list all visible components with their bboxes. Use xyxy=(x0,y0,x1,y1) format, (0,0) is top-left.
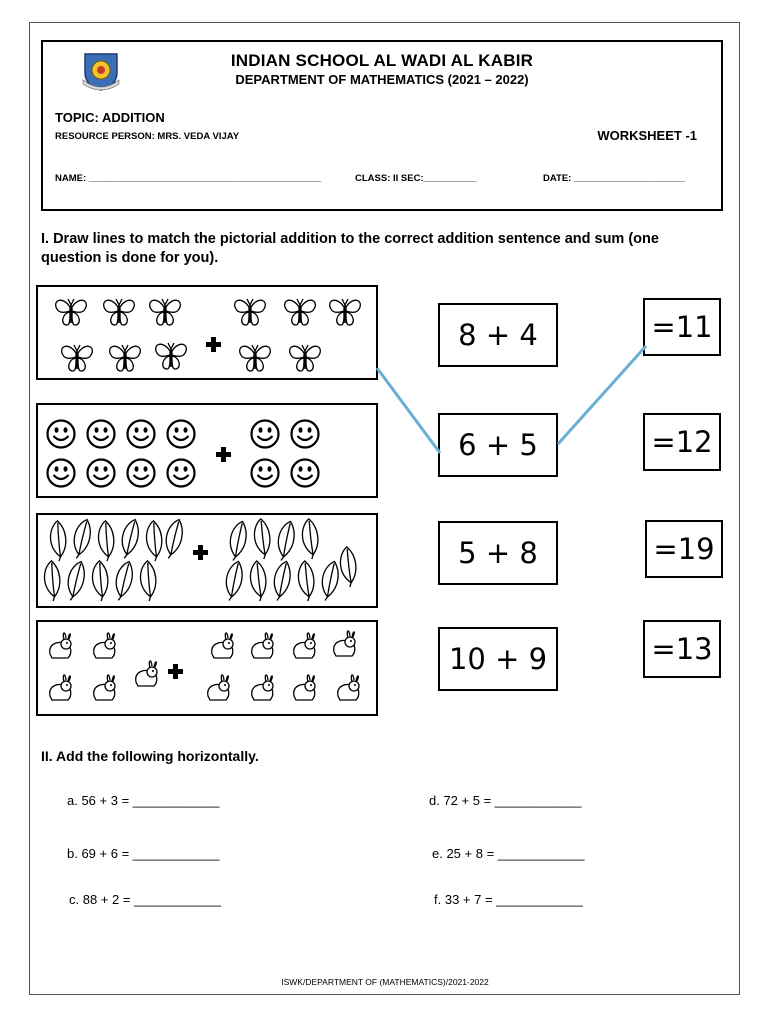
problem-b[interactable]: b. 69 + 6 = ____________ xyxy=(67,846,220,861)
sentence-box-2[interactable]: 6 + 5 xyxy=(438,413,558,477)
butterfly-icon xyxy=(235,299,266,325)
smiley-icon xyxy=(48,460,75,487)
smiley-icon xyxy=(252,460,279,487)
class-field[interactable]: CLASS: II SEC:__________ xyxy=(355,173,477,184)
butterfly-icon xyxy=(150,299,181,325)
rabbit-icon xyxy=(94,675,115,700)
butterfly-group xyxy=(38,287,380,382)
leaf-icon xyxy=(113,560,135,602)
sum-box-3[interactable]: =19 xyxy=(645,520,723,578)
leaf-icon xyxy=(144,520,165,562)
leaf-icon xyxy=(96,520,117,562)
leaf-icon xyxy=(90,560,111,602)
plus-icon xyxy=(193,545,208,560)
leaf-icon xyxy=(296,560,318,602)
leaf-icon xyxy=(276,520,297,562)
plus-icon xyxy=(206,337,221,352)
problem-f[interactable]: f. 33 + 7 = ____________ xyxy=(434,892,583,907)
leaf-icon xyxy=(48,520,69,562)
rabbit-icon xyxy=(338,675,359,700)
leaf-icon xyxy=(42,560,63,602)
rabbit-group xyxy=(38,622,380,718)
leaf-group xyxy=(38,515,380,610)
plus-icon xyxy=(168,664,183,679)
butterfly-icon xyxy=(330,299,361,325)
leaf-icon xyxy=(272,560,293,602)
department-name: DEPARTMENT OF MATHEMATICS (2021 – 2022) xyxy=(235,72,529,87)
rabbit-icon xyxy=(50,633,71,658)
name-field[interactable]: NAME: ____________________________________________ xyxy=(55,173,322,184)
rabbit-icon xyxy=(94,633,115,658)
butterfly-icon xyxy=(104,299,135,325)
topic-label: TOPIC: ADDITION xyxy=(55,110,165,125)
smiley-icon xyxy=(128,460,155,487)
sentence-box-3[interactable]: 5 + 8 xyxy=(438,521,558,585)
rabbit-icon xyxy=(252,675,273,700)
picture-box-smileys[interactable] xyxy=(36,403,378,498)
butterfly-icon xyxy=(156,343,187,369)
problem-c[interactable]: c. 88 + 2 = ____________ xyxy=(69,892,221,907)
worksheet-number: WORKSHEET -1 xyxy=(597,128,697,143)
smiley-icon xyxy=(88,421,115,448)
rabbit-icon xyxy=(294,633,315,658)
smiley-icon xyxy=(252,421,279,448)
plus-icon xyxy=(216,447,231,462)
rabbit-icon xyxy=(294,675,315,700)
leaf-icon xyxy=(320,560,341,602)
rabbit-icon xyxy=(334,631,355,656)
smiley-icon xyxy=(168,460,195,487)
leaf-icon xyxy=(338,546,360,588)
smiley-icon xyxy=(128,421,155,448)
picture-box-leaves[interactable] xyxy=(36,513,378,608)
resource-person: RESOURCE PERSON: MRS. VEDA VIJAY xyxy=(55,131,240,142)
leaf-icon xyxy=(138,560,159,602)
rabbit-icon xyxy=(252,633,273,658)
leaf-icon xyxy=(228,520,249,562)
sum-box-2[interactable]: =12 xyxy=(643,413,721,471)
problem-a[interactable]: a. 56 + 3 = ____________ xyxy=(67,793,220,808)
header-box xyxy=(41,40,723,211)
leaf-icon xyxy=(252,518,274,560)
rabbit-icon xyxy=(208,675,229,700)
rabbit-icon xyxy=(212,633,233,658)
sentence-box-1[interactable]: 8 + 4 xyxy=(438,303,558,367)
problem-e[interactable]: e. 25 + 8 = ____________ xyxy=(432,846,585,861)
rabbit-icon xyxy=(50,675,71,700)
butterfly-icon xyxy=(240,345,271,371)
butterfly-icon xyxy=(290,345,321,371)
school-name: INDIAN SCHOOL AL WADI AL KABIR xyxy=(230,51,534,70)
smiley-icon xyxy=(168,421,195,448)
smiley-icon xyxy=(292,460,319,487)
sum-box-4[interactable]: =13 xyxy=(643,620,721,678)
leaf-icon xyxy=(224,560,245,602)
butterfly-icon xyxy=(285,299,316,325)
butterfly-icon xyxy=(62,345,93,371)
leaf-icon xyxy=(248,560,270,602)
section2-title: II. Add the following horizontally. xyxy=(41,748,259,764)
section1-title: I. Draw lines to match the pictorial addition to the correct addition sentence and sum (one question is done for you). xyxy=(41,231,659,266)
smiley-group xyxy=(38,405,380,500)
problem-d[interactable]: d. 72 + 5 = ____________ xyxy=(429,793,582,808)
date-field[interactable]: DATE: _____________________ xyxy=(543,173,685,184)
leaf-icon xyxy=(119,518,141,560)
smiley-icon xyxy=(48,421,75,448)
smiley-icon xyxy=(292,421,319,448)
sentence-box-4[interactable]: 10 + 9 xyxy=(438,627,558,691)
leaf-icon xyxy=(65,560,87,602)
leaf-icon xyxy=(71,518,93,560)
butterfly-icon xyxy=(56,299,87,325)
rabbit-icon xyxy=(136,661,157,686)
picture-box-rabbits[interactable] xyxy=(36,620,378,716)
butterfly-icon xyxy=(110,345,141,371)
leaf-icon xyxy=(300,518,322,560)
sum-box-1[interactable]: =11 xyxy=(643,298,721,356)
smiley-icon xyxy=(88,460,115,487)
picture-box-butterflies[interactable] xyxy=(36,285,378,380)
footer-text: ISWK/DEPARTMENT OF (MATHEMATICS)/2021-2022 xyxy=(281,977,489,987)
leaf-icon xyxy=(163,518,185,560)
